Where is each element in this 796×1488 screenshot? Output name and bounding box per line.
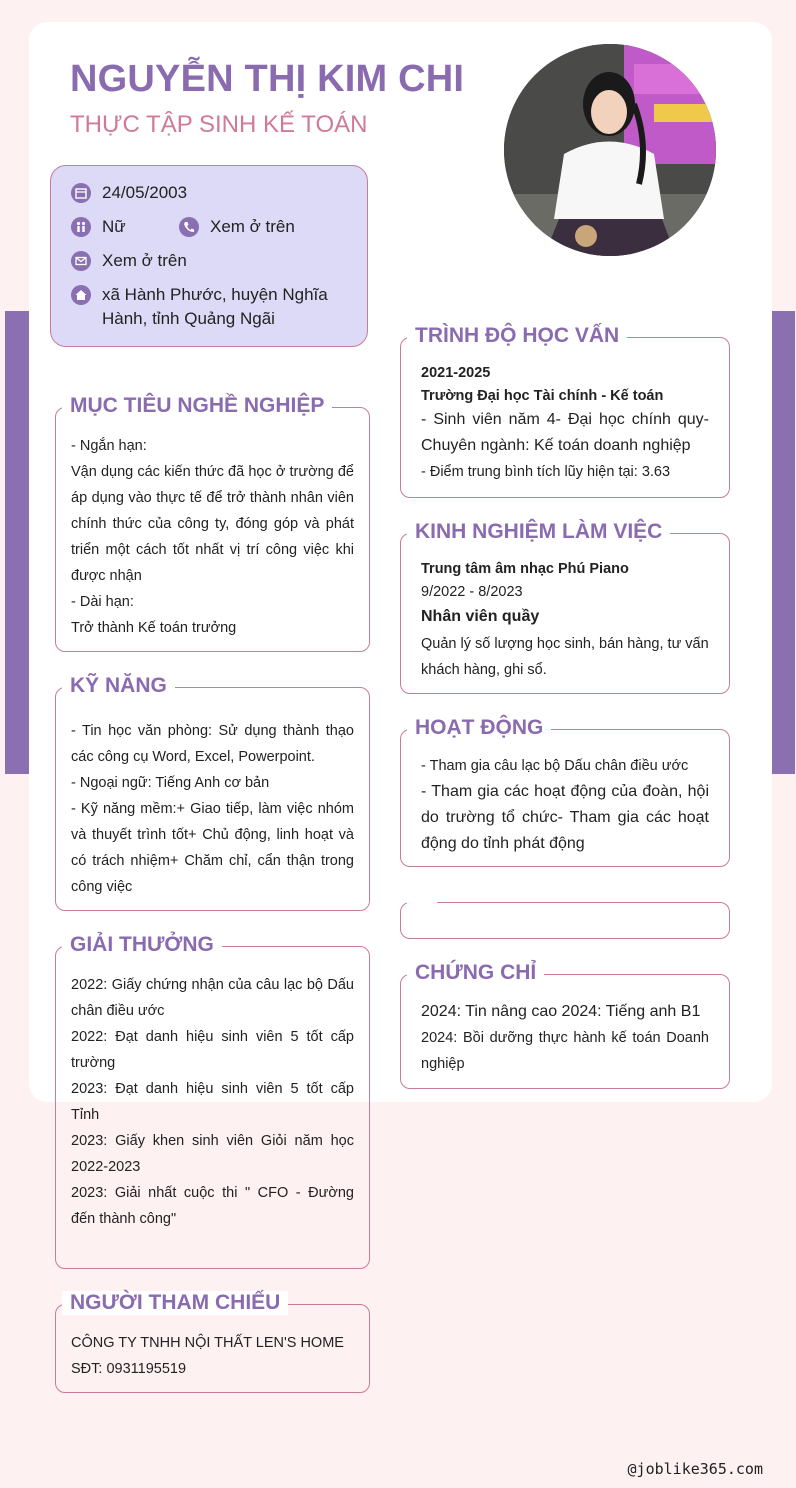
experience-description: Quản lý số lượng học sinh, bán hàng, tư vấn khách hàng, ghi sổ.	[421, 636, 709, 678]
activities-title: HOẠT ĐỘNG	[407, 716, 551, 740]
award-item: 2022: Đạt danh hiệu sinh viên 5 tốt cấp trường	[71, 1029, 354, 1071]
birthday-value: 24/05/2003	[102, 183, 188, 202]
skill-item: - Kỹ năng mềm:+ Giao tiếp, làm việc nhóm và thuyết trình tốt+ Chủ động, linh hoạt và có trách nhiệm+ Chăm chỉ, cẩn thận trong công việc	[71, 801, 354, 895]
short-term-label: - Ngắn hạn:	[71, 438, 147, 454]
award-item: 2023: Giải nhất cuộc thi " CFO - Đường đến thành công"	[71, 1185, 354, 1227]
references-title: NGƯỜI THAM CHIẾU	[62, 1291, 288, 1315]
right-accent-band	[772, 311, 795, 774]
long-term-label: - Dài hạn:	[71, 594, 134, 610]
address-line-1: xã Hành Phước, huyện Nghĩa	[102, 285, 328, 304]
education-gpa: - Điểm trung bình tích lũy hiện tại: 3.63	[421, 464, 671, 480]
career-goal-title: MỤC TIÊU NGHỀ NGHIỆP	[62, 394, 332, 418]
gender-row	[71, 215, 126, 239]
awards-body	[71, 972, 354, 1232]
education-body	[421, 361, 709, 485]
empty-section-box	[400, 902, 730, 939]
watermark: @joblike365.com	[627, 1460, 763, 1478]
address-value	[102, 283, 328, 331]
education-title: TRÌNH ĐỘ HỌC VẤN	[407, 324, 627, 348]
activity-item: - Tham gia câu lạc bộ Dấu chân điều ước	[421, 758, 689, 774]
award-item: 2023: Giấy khen sinh viên Giỏi năm học 2022-2023	[71, 1133, 354, 1175]
reference-company: CÔNG TY TNHH NỘI THẤT LEN'S HOME	[71, 1335, 344, 1351]
short-term-text: Vận dụng các kiến thức đã học ở trường để áp dụng vào thực tế để trở thành nhân viên chính thức của công ty, đóng góp và phát triển một cách tốt nhất vị trí công việc khi được nhận	[71, 464, 354, 584]
job-title: THỰC TẬP SINH KẾ TOÁN	[70, 111, 368, 138]
skill-item: - Tin học văn phòng: Sử dụng thành thạo các công cụ Word, Excel, Powerpoint.	[71, 723, 354, 765]
education-detail: - Sinh viên năm 4- Đại học chính quy- Chuyên ngành: Kế toán doanh nghiệp	[421, 411, 709, 454]
career-goal-body	[71, 433, 354, 641]
activities-body	[421, 753, 709, 857]
phone-row	[179, 215, 295, 239]
calendar-icon	[71, 183, 91, 203]
address-row	[71, 283, 328, 331]
certificates-body	[421, 999, 709, 1077]
certificate-item: 2024: Tin nâng cao 2024: Tiếng anh B1	[421, 1003, 701, 1020]
experience-position: Nhân viên quầy	[421, 608, 540, 625]
awards-title: GIẢI THƯỞNG	[62, 933, 222, 957]
email-icon	[71, 251, 91, 271]
candidate-name: NGUYỄN THỊ KIM CHI	[70, 58, 465, 100]
home-icon	[71, 285, 91, 305]
phone-icon	[179, 217, 199, 237]
reference-phone: SĐT: 0931195519	[71, 1361, 187, 1377]
experience-period: 9/2022 - 8/2023	[421, 584, 523, 600]
experience-company: Trung tâm âm nhạc Phú Piano	[421, 561, 629, 577]
long-term-text: Trở thành Kế toán trưởng	[71, 620, 237, 636]
empty-section-title-gap	[407, 896, 437, 908]
phone-value: Xem ở trên	[210, 217, 295, 236]
email-value: Xem ở trên	[102, 251, 187, 270]
address-line-2: Hành, tỉnh Quảng Ngãi	[102, 309, 275, 328]
certificates-title: CHỨNG CHỈ	[407, 961, 544, 985]
references-body	[71, 1330, 361, 1382]
left-accent-band	[5, 311, 29, 774]
education-period: 2021-2025	[421, 365, 491, 381]
activity-item: - Tham gia các hoạt động của đoàn, hội do trường tổ chức- Tham gia các hoạt động do tỉnh phát động	[421, 783, 709, 852]
skills-body	[71, 718, 354, 900]
experience-body	[421, 557, 709, 683]
email-row	[71, 249, 187, 273]
award-item: 2022: Giấy chứng nhận của câu lạc bộ Dấu chân điều ước	[71, 977, 354, 1019]
skills-title: KỸ NĂNG	[62, 674, 175, 698]
gender-value: Nữ	[102, 217, 126, 236]
gender-icon	[71, 217, 91, 237]
award-item: 2023: Đạt danh hiệu sinh viên 5 tốt cấp Tỉnh	[71, 1081, 354, 1123]
certificate-item: 2024: Bồi dưỡng thực hành kế toán Doanh nghiệp	[421, 1030, 709, 1072]
skill-item: - Ngoại ngữ: Tiếng Anh cơ bản	[71, 775, 270, 791]
experience-title: KINH NGHIỆM LÀM VIỆC	[407, 520, 670, 544]
birthday-row	[71, 181, 187, 205]
profile-photo	[504, 44, 716, 256]
education-school: Trường Đại học Tài chính - Kế toán	[421, 388, 664, 404]
